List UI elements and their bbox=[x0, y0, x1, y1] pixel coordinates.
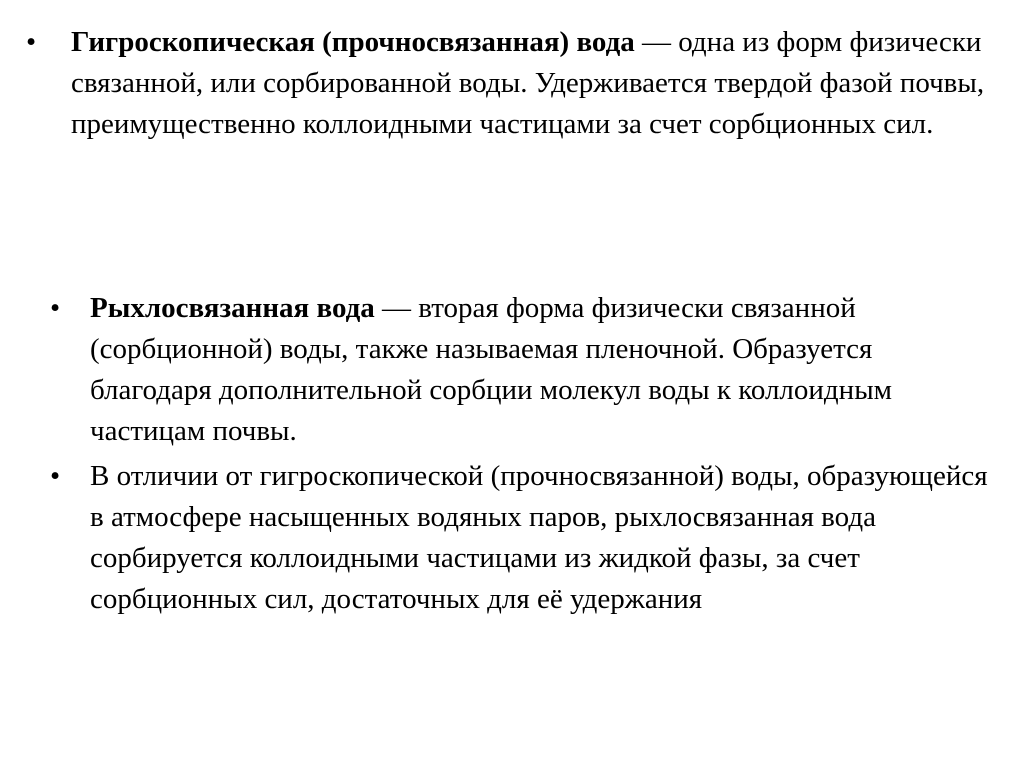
definition-loosely-bound-water: — вторая форма физически связанной (сорбционной) воды, также называемая пленочной. Образуется благодаря дополнительной сорбции молекул воды к коллоидным частицам почвы. bbox=[90, 292, 893, 447]
difference-text: В отличии от гигроскопической (прочносвязанной) воды, образующейся в атмосфере насыщенных водяных паров, рыхлосвязанная вода сорбируется коллоидными частицами из жидкой фазы, за счет сорбционных сил, достаточных для её удержания bbox=[90, 460, 988, 615]
bullet-item-loosely-bound-water bbox=[50, 288, 1000, 452]
bullet-item-difference bbox=[50, 456, 1000, 620]
bullet-icon: • bbox=[50, 460, 61, 492]
bullet-icon: • bbox=[26, 26, 37, 58]
bullet-list-loosely-bound-water bbox=[50, 288, 1000, 620]
bullet-list-hygroscopic-water bbox=[26, 22, 1006, 145]
definition-hygroscopic-water: — одна из форм физически связанной, или сорбированной воды. Удерживается твердой фазой почвы, преимущественно коллоидными частицами за счет сорбционных сил. bbox=[71, 26, 985, 140]
bullet-item-hygroscopic-water bbox=[26, 22, 1006, 145]
term-loosely-bound-water: Рыхлосвязанная вода bbox=[90, 292, 375, 324]
bullet-icon: • bbox=[50, 292, 61, 324]
term-hygroscopic-water: Гигроскопическая (прочносвязанная) вода bbox=[71, 26, 635, 58]
